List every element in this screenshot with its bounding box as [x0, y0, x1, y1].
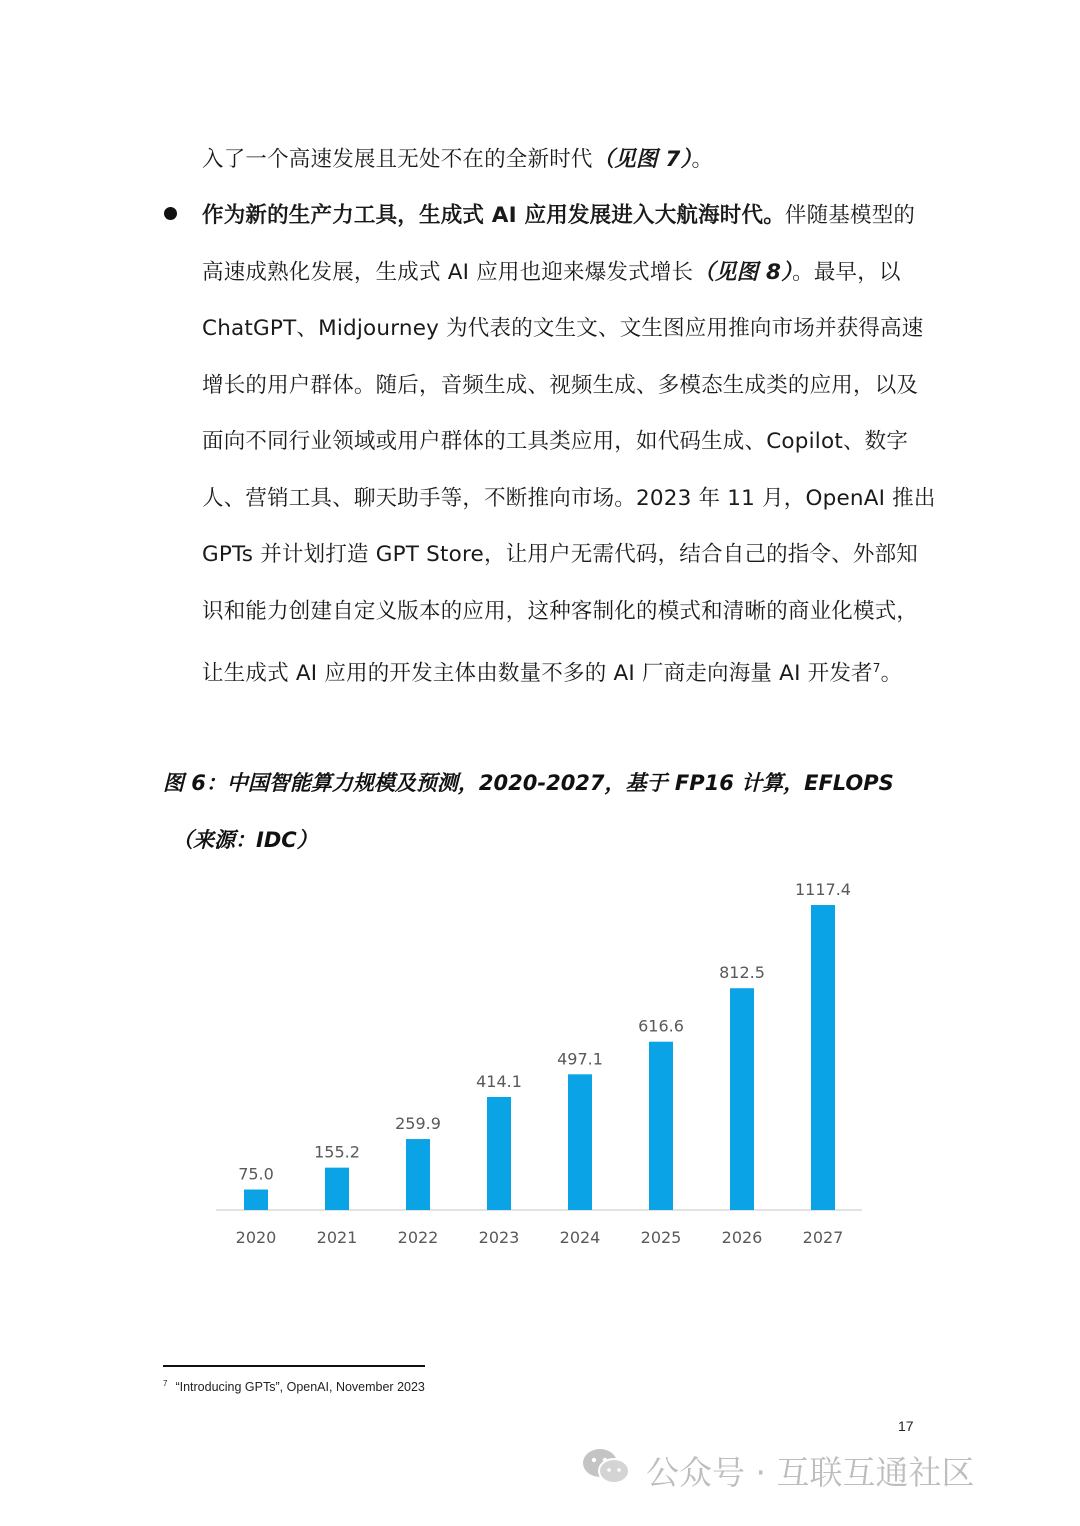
bar-2021	[325, 1168, 349, 1210]
body-line-1-text: 入了一个高速发展且无处不在的全新时代	[202, 147, 593, 172]
watermark-text: 公众号 · 互联互通社区	[646, 1452, 975, 1492]
tick-label-2023: 2023	[478, 1228, 520, 1247]
footnote-divider	[163, 1365, 425, 1367]
bars-layer	[244, 905, 835, 1210]
body-line-10-text: 让生成式 AI 应用的开发主体由数量不多的 AI 厂商走向海量 AI 开发者	[202, 661, 873, 687]
value-label-2023: 414.1	[476, 1071, 522, 1091]
body-line-8: GPTs 并计划打造 GPT Store，让用户无需代码，结合自己的指令、外部知	[202, 542, 918, 567]
value-label-2027: 1117.4	[795, 880, 851, 899]
value-labels-layer	[238, 880, 851, 1184]
wechat-icon	[580, 1446, 632, 1494]
body-line-5: 增长的用户群体。随后，音频生成、视频生成、多模态生成类的应用，以及	[202, 373, 919, 398]
body-line-6: 面向不同行业领域或用户群体的工具类应用，如代码生成、Copilot、数字	[202, 429, 909, 454]
figure-title: 图 6：中国智能算力规模及预测，2020-2027，基于 FP16 计算，EFLOPS	[163, 771, 894, 795]
body-line-3-end: 。最早，以	[792, 260, 901, 285]
value-label-2026: 812.5	[719, 963, 765, 983]
bar-2025	[649, 1042, 673, 1210]
bar-2020	[244, 1190, 268, 1210]
bullet-rest: 伴随基模型的	[784, 203, 916, 228]
footnote	[163, 1379, 425, 1394]
tick-label-2024: 2024	[559, 1228, 601, 1247]
tick-label-2021: 2021	[316, 1228, 358, 1247]
value-label-2021: 155.2	[314, 1142, 360, 1162]
value-label-2024: 497.1	[557, 1049, 603, 1069]
bar-2022	[406, 1139, 430, 1210]
page-number: 17	[898, 1418, 914, 1434]
bar-2027	[811, 905, 835, 1210]
watermark	[580, 1444, 974, 1496]
bullet-heading: 作为新的生产力工具，生成式 AI 应用发展进入大航海时代。	[202, 203, 785, 228]
tick-label-2022: 2022	[397, 1228, 439, 1247]
bar-2026	[730, 988, 754, 1210]
body-line-4: ChatGPT、Midjourney 为代表的文生文、文生图应用推向市场并获得高速	[202, 316, 924, 341]
footnote-ref[interactable]: 7	[872, 661, 881, 675]
value-label-2020: 75.0	[238, 1164, 274, 1184]
body-line-10-end: 。	[880, 661, 903, 687]
body-line-9: 识和能力创建自定义版本的应用，这种客制化的模式和清晰的商业化模式，	[202, 599, 919, 624]
tick-label-2027: 2027	[802, 1228, 844, 1247]
tick-labels-layer	[236, 1228, 844, 1247]
tick-label-2025: 2025	[640, 1228, 682, 1247]
footnote-marker: 7	[163, 1379, 168, 1388]
body-line-1-end: 。	[691, 147, 714, 172]
figure-source: （来源：IDC）	[172, 828, 318, 852]
value-label-2025: 616.6	[638, 1016, 684, 1036]
figure-ref-7[interactable]: （见图 7）	[592, 147, 692, 172]
bar-2024	[568, 1074, 592, 1210]
bar-2023	[487, 1097, 511, 1210]
body-line-3-text: 高速成熟化发展，生成式 AI 应用也迎来爆发式增长	[202, 260, 694, 285]
footnote-text: “Introducing GPTs”, OpenAI, November 2023	[175, 1380, 425, 1395]
body-line-7: 人、营销工具、聊天助手等，不断推向市场。2023 年 11 月，OpenAI 推出	[202, 486, 936, 511]
tick-label-2020: 2020	[235, 1228, 277, 1247]
tick-label-2026: 2026	[721, 1228, 763, 1247]
value-label-2022: 259.9	[395, 1114, 441, 1134]
figure-ref-8[interactable]: （见图 8）	[693, 260, 793, 285]
